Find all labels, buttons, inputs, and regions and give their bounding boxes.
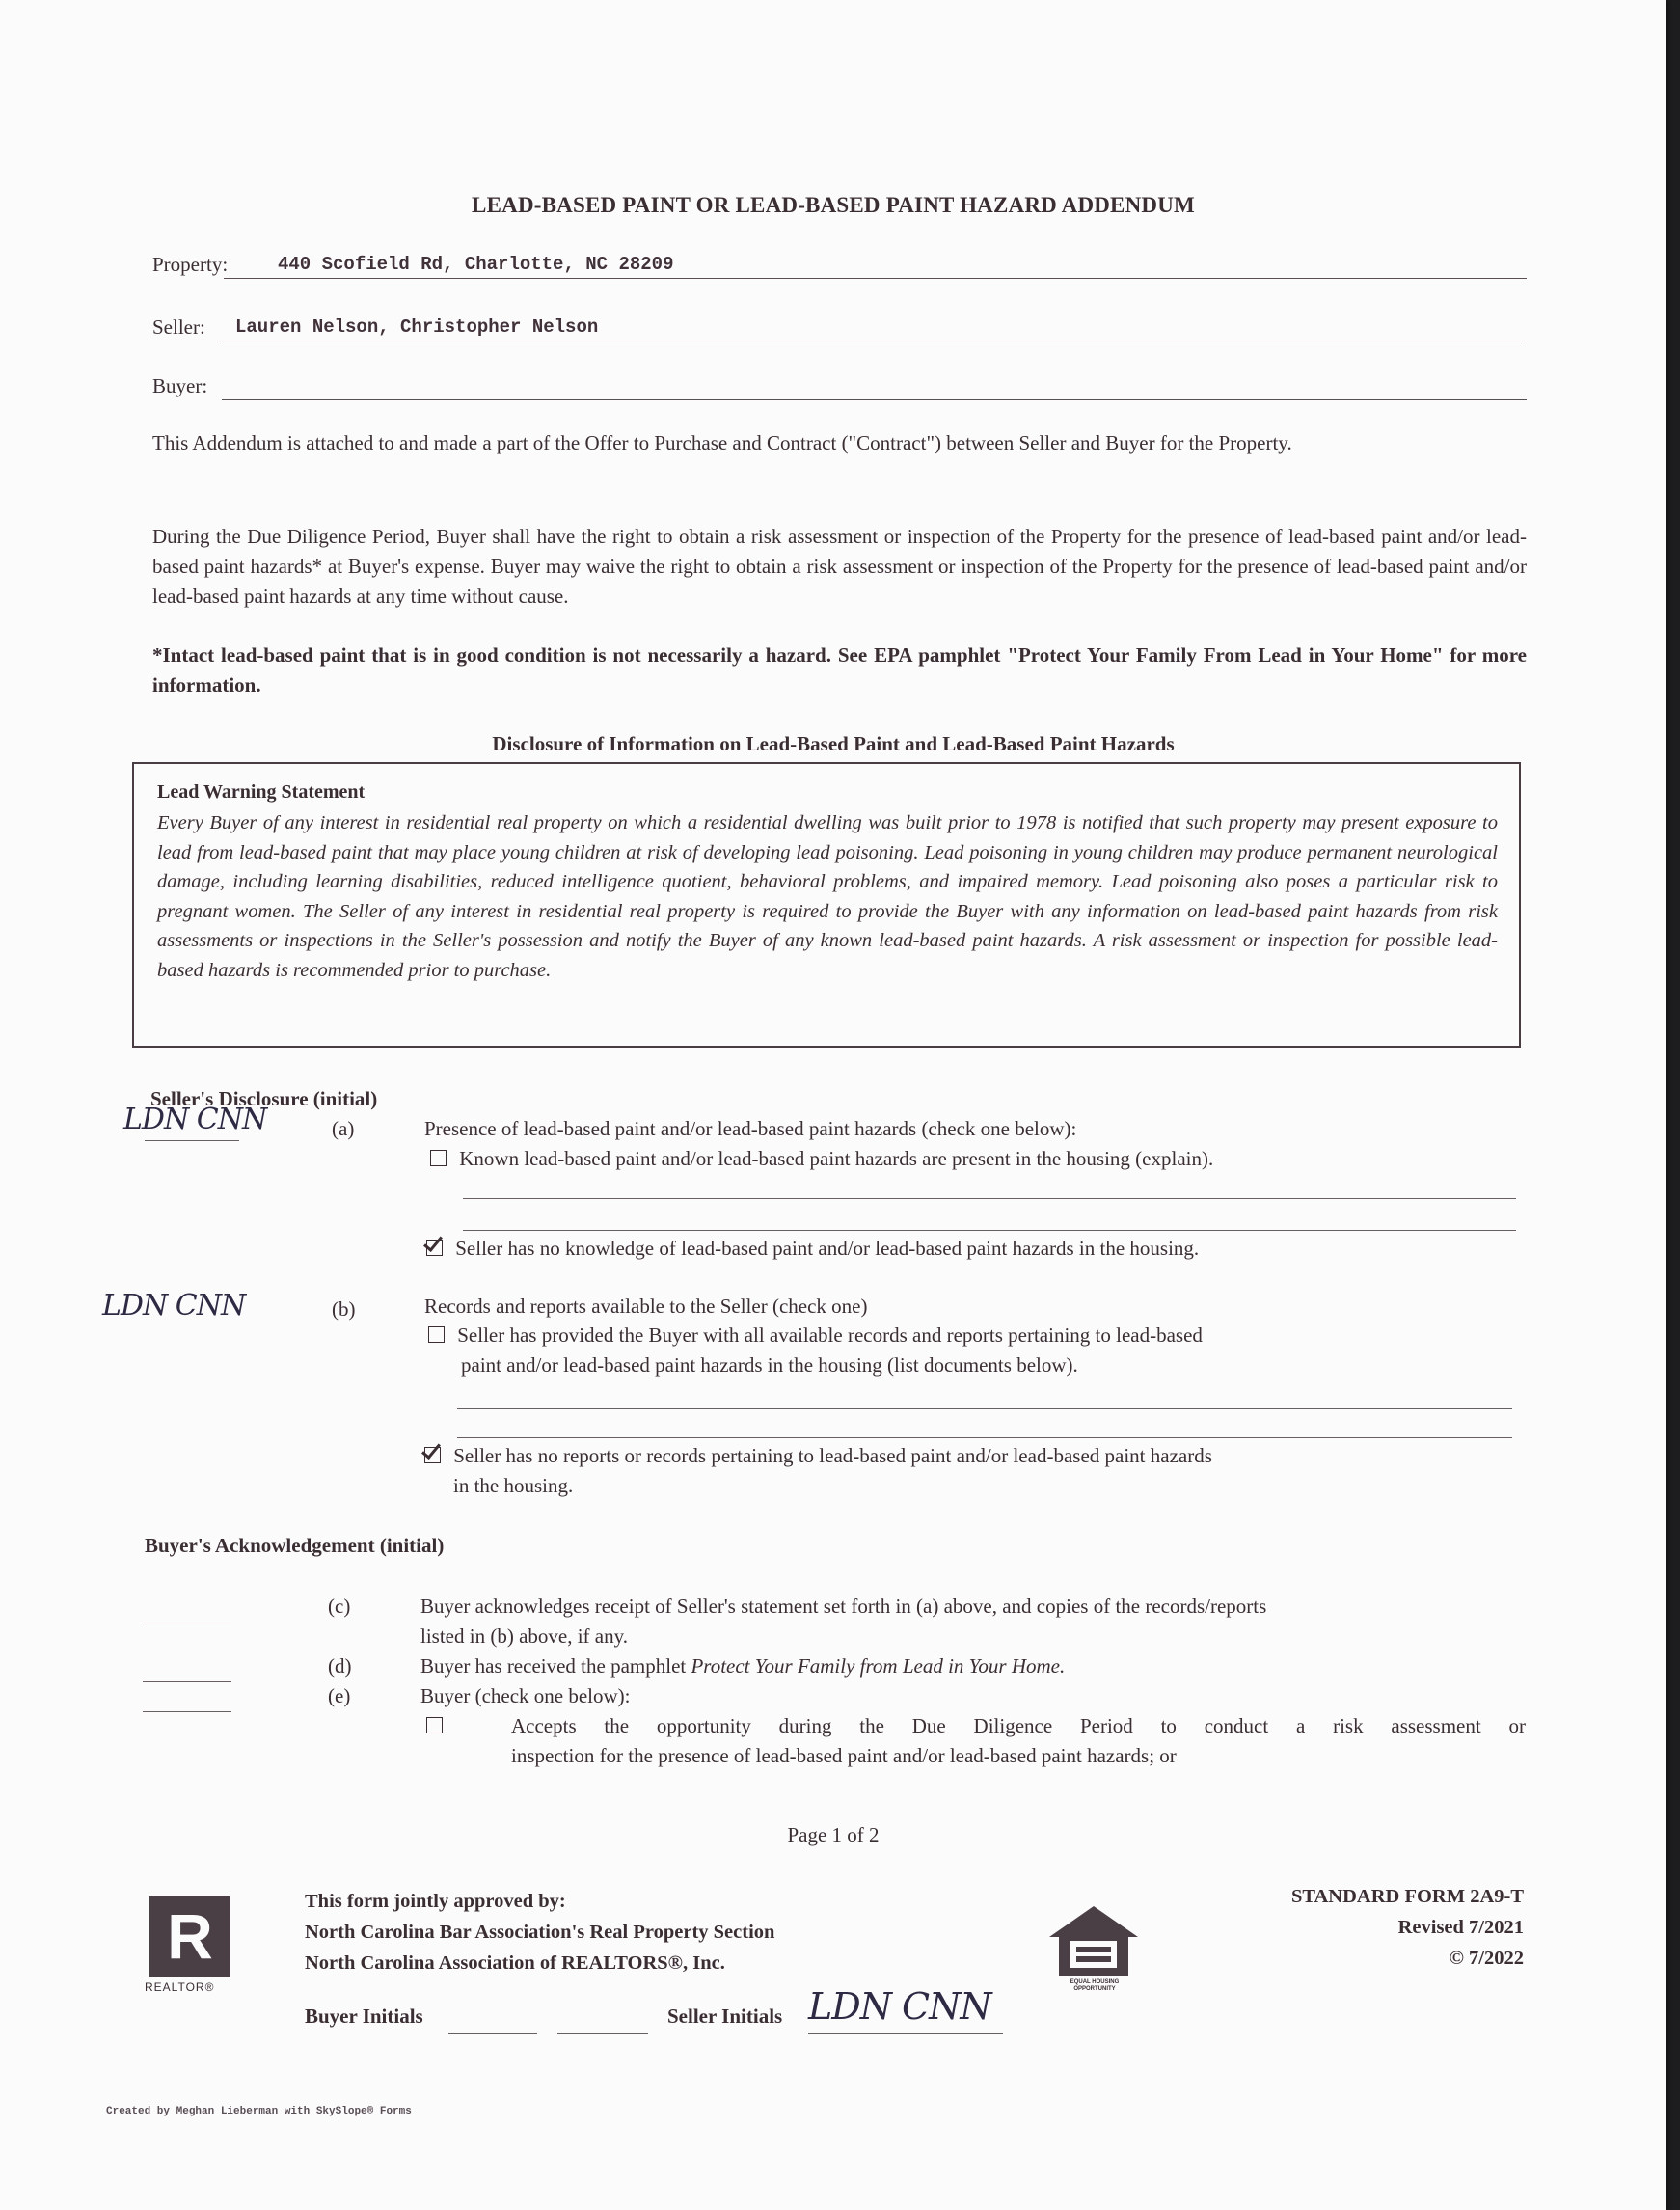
item-b-option-provided-line1: Seller has provided the Buyer with all available records and reports pertaining to lead-based xyxy=(457,1323,1203,1347)
seller-initials-line xyxy=(808,2033,1003,2034)
form-revised: Revised 7/2021 xyxy=(1397,1917,1524,1938)
item-d-plain: Buyer has received the pamphlet xyxy=(420,1654,691,1678)
documents-line-2[interactable] xyxy=(457,1437,1512,1438)
documents-line-1[interactable] xyxy=(457,1408,1512,1409)
form-copyright: © 7/2022 xyxy=(1449,1948,1524,1969)
form-id-block xyxy=(1177,1881,1524,1974)
item-a-option-known[interactable] xyxy=(430,1144,1213,1174)
form-name: STANDARD FORM 2A9-T xyxy=(1290,1886,1524,1907)
known-hazards-checkbox[interactable] xyxy=(430,1150,447,1166)
item-b-text: Records and reports available to the Seller (check one) xyxy=(424,1295,868,1318)
buyer-field[interactable] xyxy=(152,369,1527,402)
buyer-ack-heading: Buyer's Acknowledgement (initial) xyxy=(145,1534,445,1557)
item-c-letter: (c) xyxy=(328,1595,351,1618)
footer-org2: North Carolina Association of REALTORS®, Inc. xyxy=(305,1952,725,1974)
property-label: Property: xyxy=(152,253,229,276)
footer-approved-block xyxy=(305,1886,774,1978)
no-records-checkbox[interactable] xyxy=(424,1447,441,1463)
created-by-note: Created by Meghan Lieberman with SkySlope® Forms xyxy=(106,2106,412,2117)
item-a-option-no-knowledge-label: Seller has no knowledge of lead-based paint and/or lead-based paint hazards in the housing. xyxy=(455,1237,1200,1260)
due-diligence-paragraph: During the Due Diligence Period, Buyer shall have the right to obtain a risk assessment or inspection of the Property for the presence of lead-based paint and/or lead-based paint hazards* at Buyer's expense. Buyer may waive the right to obtain a risk assessment or inspection of the Property for the presence of lead-based paint and/or lead-based paint hazards at any time without cause. xyxy=(152,525,1527,608)
explain-line-1[interactable] xyxy=(463,1198,1516,1199)
seller-initials-footer[interactable]: LDN CNN xyxy=(808,1985,991,2028)
page-number: Page 1 of 2 xyxy=(787,1823,880,1846)
item-e-option-accepts-checkbox-wrap[interactable] xyxy=(426,1717,443,1737)
intact-note: *Intact lead-based paint that is in good condition is not necessarily a hazard. See EPA pamphlet "Protect Your Family From Lead in Your Home" for more information. xyxy=(152,643,1527,696)
item-e-text: Buyer (check one below): xyxy=(420,1684,631,1707)
buyer-initials-line-2[interactable] xyxy=(557,2033,648,2034)
item-a-option-no-knowledge[interactable] xyxy=(426,1234,1199,1264)
property-line xyxy=(224,278,1527,279)
seller-label: Seller: xyxy=(152,315,205,339)
item-a-option-known-label: Known lead-based paint and/or lead-based paint hazards are present in the housing (explain). xyxy=(459,1147,1214,1170)
item-b-option-no-records[interactable] xyxy=(424,1441,1212,1471)
item-d-text xyxy=(420,1651,1065,1681)
lead-warning-box xyxy=(132,762,1521,1048)
no-knowledge-checkbox[interactable] xyxy=(426,1240,443,1256)
seller-initials-label: Seller Initials xyxy=(667,2005,783,2028)
item-b-option-no-records-line2: in the housing. xyxy=(453,1474,574,1497)
item-e-option-accepts-line2: inspection for the presence of lead-based paint and/or lead-based paint hazards; or xyxy=(511,1744,1177,1767)
lead-warning-title: Lead Warning Statement xyxy=(157,781,366,803)
item-b-letter: (b) xyxy=(332,1297,356,1321)
item-d-letter: (d) xyxy=(328,1654,352,1678)
item-c-line1: Buyer acknowledges receipt of Seller's statement set forth in (a) above, and copies of the records/reports xyxy=(420,1595,1267,1618)
seller-initials-a-line xyxy=(145,1140,239,1141)
item-b-option-provided-line2: paint and/or lead-based paint hazards in the housing (list documents below). xyxy=(461,1353,1078,1377)
property-field[interactable] xyxy=(152,248,1527,281)
item-a-text: Presence of lead-based paint and/or lead-based paint hazards (check one below): xyxy=(424,1117,1077,1140)
equal-housing-text: EQUAL HOUSING OPPORTUNITY xyxy=(1070,1979,1120,1992)
realtor-logo xyxy=(149,1896,230,1977)
seller-initials-a[interactable]: LDN CNN xyxy=(123,1103,267,1136)
buyer-initials-line-1[interactable] xyxy=(448,2033,537,2034)
intro-paragraph: This Addendum is attached to and made a part of the Offer to Purchase and Contract ("Contract") between Seller and Buyer for the Property. xyxy=(152,431,1292,454)
seller-disclosure-heading: Seller's Disclosure (initial) xyxy=(150,1087,378,1110)
lead-warning-body: Every Buyer of any interest in residential real property on which a residential dwelling was built prior to 1978 is notified that such property may present exposure to lead from lead-based paint that may place young children at risk of developing lead poisoning. Lead poisoning in young children may produce permanent neurological damage, including learning disabilities, reduced intelligence quotient, behavioral problems, and impaired memory. Lead poisoning also poses a particular risk to pregnant women. The Seller of any interest in residential real property is required to provide the Buyer with any information on lead-based paint hazards from risk assessments or inspections in the Seller's possession and notify the Buyer of any known lead-based paint hazards. A risk assessment or inspection for possible lead-based hazards is recommended prior to purchase. xyxy=(157,812,1498,981)
document-title: LEAD-BASED PAINT OR LEAD-BASED PAINT HAZARD ADDENDUM xyxy=(472,193,1195,217)
seller-initials-b[interactable]: LDN CNN xyxy=(102,1289,246,1323)
explain-line-2[interactable] xyxy=(463,1230,1516,1231)
equal-housing-icon xyxy=(1045,1902,1142,1979)
seller-value[interactable]: Lauren Nelson, Christopher Nelson xyxy=(235,316,599,338)
realtor-logo-text: REALTOR® xyxy=(145,1980,215,1994)
item-e-letter: (e) xyxy=(328,1684,351,1707)
footer-initials-row xyxy=(305,2005,423,2029)
records-provided-checkbox[interactable] xyxy=(428,1326,445,1343)
buyer-line xyxy=(222,399,1527,400)
seller-field[interactable] xyxy=(152,311,1527,343)
disclosure-heading: Disclosure of Information on Lead-Based Paint and Lead-Based Paint Hazards xyxy=(492,732,1175,755)
footer-approved-by: This form jointly approved by: xyxy=(305,1891,566,1912)
item-b-option-no-records-line1: Seller has no reports or records pertaining to lead-based paint and/or lead-based paint hazards xyxy=(453,1444,1212,1467)
item-c-line2: listed in (b) above, if any. xyxy=(420,1624,628,1648)
realtor-r-icon: R xyxy=(167,1900,213,1972)
buyer-initials-d-line[interactable] xyxy=(143,1681,231,1682)
buyer-label: Buyer: xyxy=(152,374,208,397)
item-b-option-provided[interactable] xyxy=(428,1321,1203,1351)
item-d-pamphlet-title: Protect Your Family from Lead in Your Home. xyxy=(691,1654,1066,1678)
footer-org1: North Carolina Bar Association's Real Property Section xyxy=(305,1922,775,1943)
buyer-initials-e-line[interactable] xyxy=(143,1711,231,1712)
property-value[interactable]: 440 Scofield Rd, Charlotte, NC 28209 xyxy=(278,254,674,275)
item-e-option-accepts-line1: Accepts the opportunity during the Due Diligence Period to conduct a risk assessment or xyxy=(511,1714,1526,1737)
item-a-letter: (a) xyxy=(332,1117,355,1140)
buyer-initials-label: Buyer Initials xyxy=(305,2005,423,2028)
accepts-checkbox[interactable] xyxy=(426,1717,443,1733)
